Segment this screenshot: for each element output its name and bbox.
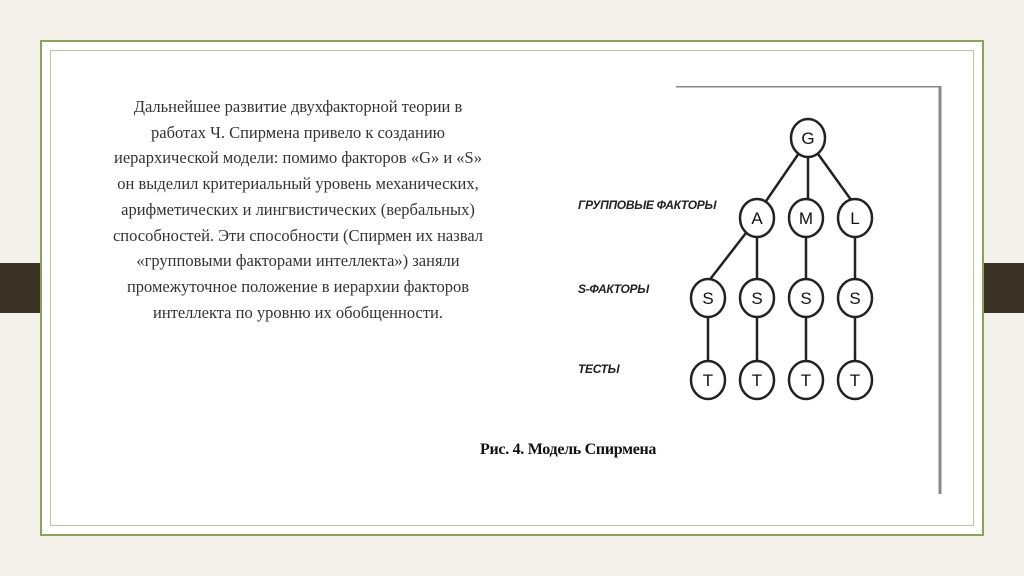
node-t1 [691,361,725,399]
node-s3 [789,279,823,317]
svg-text:T: T [702,371,714,390]
figure-caption: Рис. 4. Модель Спирмена [480,441,657,458]
svg-text:S: S [702,289,714,308]
svg-text:G: G [801,129,815,148]
hierarchy-diagram [470,86,942,500]
row-label-group-factors: ГРУППОВЫЕ ФАКТОРЫ [578,198,717,212]
spearman-model-figure [470,86,942,500]
svg-text:S: S [849,289,861,308]
node-t2 [740,361,774,399]
svg-text:A: A [751,209,763,228]
svg-text:T: T [849,371,861,390]
node-s1 [691,279,725,317]
svg-text:S: S [800,289,812,308]
node-t4 [838,361,872,399]
svg-text:M: M [798,209,814,228]
svg-text:L: L [850,209,860,228]
node-g [791,119,825,157]
node-s4 [838,279,872,317]
row-label-s-factors: S-ФАКТОРЫ [578,282,649,296]
node-l [838,199,872,237]
slide-body-text: Дальнейшее развитие двухфакторной теории в работах Ч. Спирмена привело к созданию иерархической модели: помимо факторов «G» и «S» он выделил критериальный уровень механических, арифметических и лингвистических (вербальных) способностей. Эти способности (Спирмен их назвал «групповыми факторами интеллекта») заняли промежуточное положение в иерархии факторов интеллекта по уровню их обобщенности. [112,97,484,322]
node-m [789,199,823,237]
node-a [740,199,774,237]
node-s2 [740,279,774,317]
row-label-tests: ТЕСТЫ [578,362,620,376]
svg-text:T: T [751,371,763,390]
svg-text:S: S [751,289,763,308]
node-t3 [789,361,823,399]
svg-text:T: T [800,371,812,390]
